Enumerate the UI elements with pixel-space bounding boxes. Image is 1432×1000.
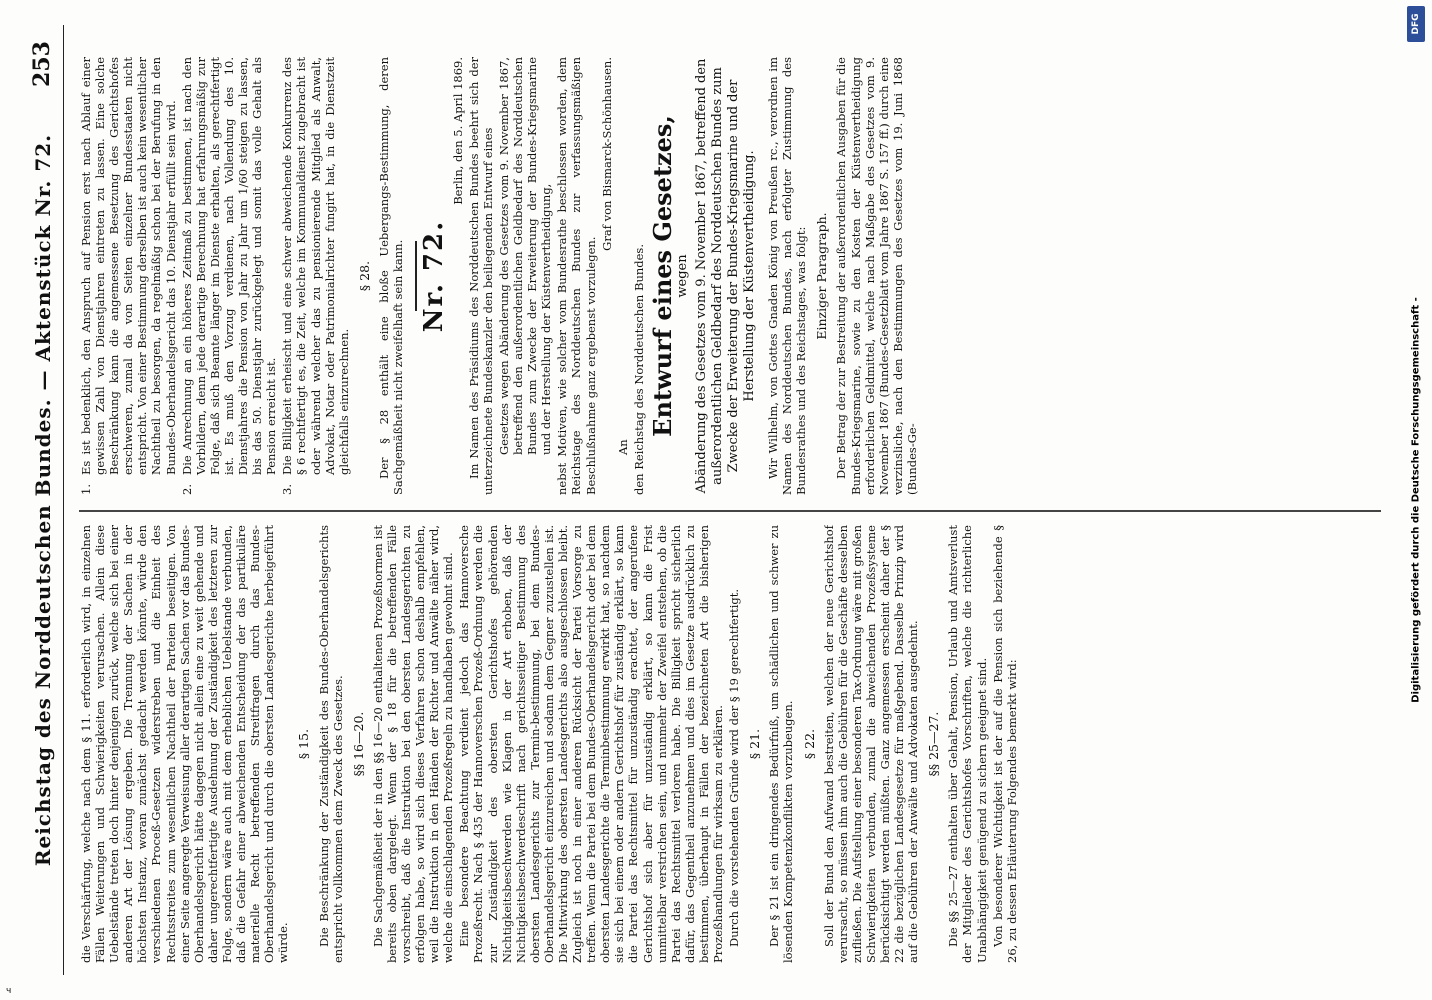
separator-rule [415, 241, 417, 311]
list-item-text: Die Billigkeit erheischt und eine schwer abweichende Konkurrenz des § 6 rechtfertigt es, die Zeit, welche im Kommunaldienst zugebracht ist oder während welcher das zu pensionierende Mitglied als Anwalt, Advokat, Notar oder Patrimonialrichter fungirt hat, in die Dienstzeit gleichfalls einzurechnen. [280, 57, 351, 475]
paragraph: Der § 21 ist ein dringendes Bedürfniß, um schädlichen und schwer zu lösenden Kompetenzkonflikten vorzubeugen. [767, 525, 796, 963]
paragraph: Eine besondere Beachtung verdient jedoch das Hannoversche Prozeßrecht. Nach § 435 der Hannoverschen Prozeß-Ordnung werden die zur Zuständigkeit des obersten Gerichtshofes gehörenden Nichtigkeitsbeschwerden wie Klagen in der Art erhoben, daß der Nichtigkeitsbeschwerdeschrift nach gerichtsseitiger Bestimmung des obersten Landesgerichts zur Termin-bestimmung, bei dem Bundes-Oberhandelsgericht einzureichen und sodann dem Gegner zuzustellen ist. Die Mitwirkung des obersten Landesgerichts also ausgeschlossen bleibt. Zugleich ist noch in einer anderen Rücksicht der Partei Vorsorge zu treffen. Wenn die Partei bei dem Bundes-Oberhandelsgericht oder bei dem obersten Landesgerichte die Terminbestimmung erwirkt hat, so nachdem sie sich bei einem oder andern Gerichtshof für zuständig erklärt, so kann die Partei das Rechtsmittel für unzuständig erachtet, der angerufene Gerichtshof sich aber für unzuständig erklärt, so kann die Frist unmittelbar verstrichen sein, und nunmehr der Zweifel entstehen, ob die Partei das Rechtsmittel verloren habe. Die Billigkeit spricht sicherlich dafür, das Gegentheil anzunehmen und dies im Gesetze ausdrücklich zu bestimmen, überhaupt in Fällen der bezeichneten Art die bisherigen Prozeßhandlungen für wirksam zu erklären. [457, 525, 726, 963]
bill-description: Gesetzes wegen Abänderung des Gesetzes vom 9. November 1867, betreffend den außerordentlichen Geldbedarf des Norddeutschen Bundes zum Zwecke der Erweiterung der Bundes-Kriegsmarine und der Herstellung der Küstenvertheidigung, [496, 57, 554, 455]
column-divider [79, 511, 1381, 513]
section-heading: §§ 16—20. [350, 711, 366, 777]
list-item [280, 57, 350, 495]
section-heading: § 21. [747, 728, 763, 760]
paragraph: Die §§ 25—27 enthalten über Gehalt, Pension, Urlaub und Amtsverlust der Mitglieder des Gerichtshofes Vorschriften, welche die richterliche Unabhängigkeit genügend zu sichern geeignet sind. [946, 525, 989, 963]
pension-notes-list [79, 57, 351, 495]
paragraph: Durch die vorstehenden Gründe wird der § 19 gerechtfertigt. [727, 588, 742, 947]
draft-title: Entwurf eines Gesetzes, [647, 115, 677, 437]
digitization-credit [1406, 8, 1426, 992]
paragraph: die Verschärfung, welche nach dem § 11. erforderlich wird, in einzelnen Fällen Weiterungen und Schwierigkeiten verursachen. Allein diese Uebelstände treten doch hinter denjenigen zurück, welche sich bei einer anderen Art der Lösung ergeben. Die Trennung der Sachen in der höchsten Instanz, woran zunächst gedacht werden könnte, würde den verschiedenen Proceß-Gesetzen widerstreben und die Einheit des Rechtsstreites zum wesentlichen Nachtheil der Parteien beseitigen. Von einer Seite angeregte Verweisung aller derartigen Sachen vor das Bundes-Oberhandelsgericht hätte dagegen nicht allein eine zu weit gehende und daher ungerechtfertigte Ausdehnung der Zuständigkeit des letzteren zur Folge, sondern wäre auch mit dem erheblichen Uebelstande verbunden, daß die Gefahr einer abweichenden Entscheidung der das partikuläre materielle Recht betreffenden Streitfragen durch das Bundes-Oberhandelsgericht und durch die obersten Landesgerichte herbeigeführt würde. [79, 525, 291, 963]
right-column [79, 57, 1381, 495]
list-item-number: 2. [179, 484, 194, 495]
corner-mark: ч [6, 986, 12, 996]
wegen-line: wegen [674, 254, 690, 298]
document-number-title: Nr. 72. [418, 219, 449, 333]
signature: Graf von Bismarck-Schönhausen. [599, 57, 614, 251]
list-item-number: 1. [79, 484, 93, 495]
paragraph: Die Sachgemäßheit der in den §§ 16—20 enthaltenen Prozeßnormen ist bereits oben dargelegt. Wenn der § 18 für die betreffenden Fälle vorschreibt, daß die Instruktion bei den obersten Landesgerichten zu erfolgen habe, so wird sich dieses Verfahren schon deshalb empfehlen, weil die Instruktion in den Händen der Richter und Anwälte näher wird, welche die einschlagenden Prozeßregeln zu handhaben gewohnt sind. [370, 525, 456, 963]
left-column [79, 525, 1381, 963]
section-heading: § 15. [296, 728, 312, 760]
paragraph: Die Beschränkung der Zuständigkeit des Bundes-Oberhandelsgerichts entspricht vollkommen dem Zweck des Gesetzes. [316, 525, 345, 963]
paragraph: nebst Motiven, wie solcher vom Bundesrathe beschlossen worden, dem Reichstage des Norddeutschen Bundes zur verfassungsmäßigen Beschlußnahme ganz ergebenst vorzulegen. [555, 57, 598, 495]
paragraph: Der § 28 enthält eine bloße Uebergangs-Bestimmung, deren Sachgemäßheit nicht zweifelhaft sein kann. [376, 57, 405, 495]
law-title: Abänderung des Gesetzes vom 9. November 1867, betreffend den außerordentlichen Geldbedarf des Norddeutschen Bundes zum Zwecke der Erweiterung der Bundes-Kriegsmarine und der Herstellung der Küstenvertheidigung. [694, 58, 758, 494]
section-heading: § 22. [801, 728, 817, 760]
list-item-text: Es ist bedenklich, den Anspruch auf Pension erst nach Ablauf einer gewissen Zahl von Dienstjahren eintreten zu lassen. Eine solche Beschränkung kann die angemessene Besetzung des Gerichtshofes erschweren, zumal da von Seiten einzelner Bundesstaaten nicht entspricht. Von einer Bestimmung derselben ist auch kein wesentlicher Nachtheil zu besorgen, da regelmäßig schon bei der Berufung in den Bundes-Oberhandelsgericht das 10. Dienstjahr erfüllt sein wird. [79, 57, 178, 475]
section-heading: §§ 25—27. [926, 711, 942, 777]
addressee-line: An [615, 439, 630, 455]
paragraph: Der Betrag der zur Bestreitung der außerordentlichen Ausgaben für die Bundes-Kriegsmarine, sowie zu den Kosten der Küstenvertheidigung erforderlichen Geldmittel, welche nach Maßgabe des Gesetzes vom 9. November 1867 (Bundes-Gesetzblatt vom Jahre 1867 S. 157 ff.) durch eine verzinsliche, nach den Bestimmungen des Gesetzes vom 19. Juni 1868 (Bundes-Ge- [834, 57, 919, 495]
dfg-logo-text: DFG [1411, 13, 1421, 35]
page-header [27, 25, 64, 975]
list-item-number: 3. [280, 484, 295, 495]
list-item [180, 57, 279, 495]
section-heading: § 28. [356, 260, 372, 292]
paragraph: Soll der Bund den Aufwand bestreiten, welchen der neue Gerichtshof verursacht, so müssen ihm auch die Gebühren für die Geschäfte desselben zufließen. Die Aufstellung einer besonderen Tax-Ordnung wäre mit großen Schwierigkeiten verbunden, zumal die abweichenden Prozeßsysteme berücksichtigt werden müßten. Ganz angemessen erscheint daher der § 22 die bezüglichen Landesgesetze für maßgebend. Dasselbe Prinzip wird auf die Gebühren der Anwälte und Advokaten ausgedehnt. [821, 525, 921, 963]
paragraph: Von besonderer Wichtigkeit ist der auf die Pension sich beziehende § 26, zu dessen Erläuterung Folgendes bemerkt wird: [990, 525, 1019, 963]
addressee-line: den Reichstag des Norddeutschen Bundes. [631, 244, 646, 495]
date-line: Berlin, den 5. April 1869. [450, 57, 465, 205]
rotated-printed-page [21, 25, 1411, 975]
paragraph: Im Namen des Präsidiums des Norddeutschen Bundes beehrt sich der unterzeichnete Bundeskanzler den beiliegenden Entwurf eines [466, 57, 495, 495]
section-heading: Einziger Paragraph. [814, 212, 830, 340]
digitization-credit-text: Digitalisierung gefördert durch die Deutsche Forschungsgemeinschaft - [1410, 297, 1422, 703]
list-item-text: Die Anrechnung an ein höheres Zeitmaß zu bestimmen, ist nach den Vorbildern, denn jede derartige Berechnung hat erfahrungsmäßig zur Folge, daß sich Beamte länger im Dienste erhalten, als gerechtfertigt ist. Es muß den Vorzug verdienen, nach Vollendung des 10. Dienstjahres die Pension von Jahr zu Jahr um 1/60 steigen zu lassen, bis das 50. Dienstjahr zurückgelegt und somit das volle Gehalt als Pension erreicht ist. [179, 57, 279, 475]
dfg-logo [1407, 6, 1425, 42]
enacting-clause: Wir Wilhelm, von Gottes Gnaden König von Preußen rc., verordnen im Namen des Norddeutschen Bundes, nach erfolgter Zustimmung des Bundesrathes und des Reichstages, was folgt: [766, 57, 809, 495]
page-number: 253 [29, 41, 55, 87]
running-title: Reichstag des Norddeutschen Bundes. — Aktenstück Nr. 72. [31, 133, 55, 867]
list-item [79, 57, 178, 495]
